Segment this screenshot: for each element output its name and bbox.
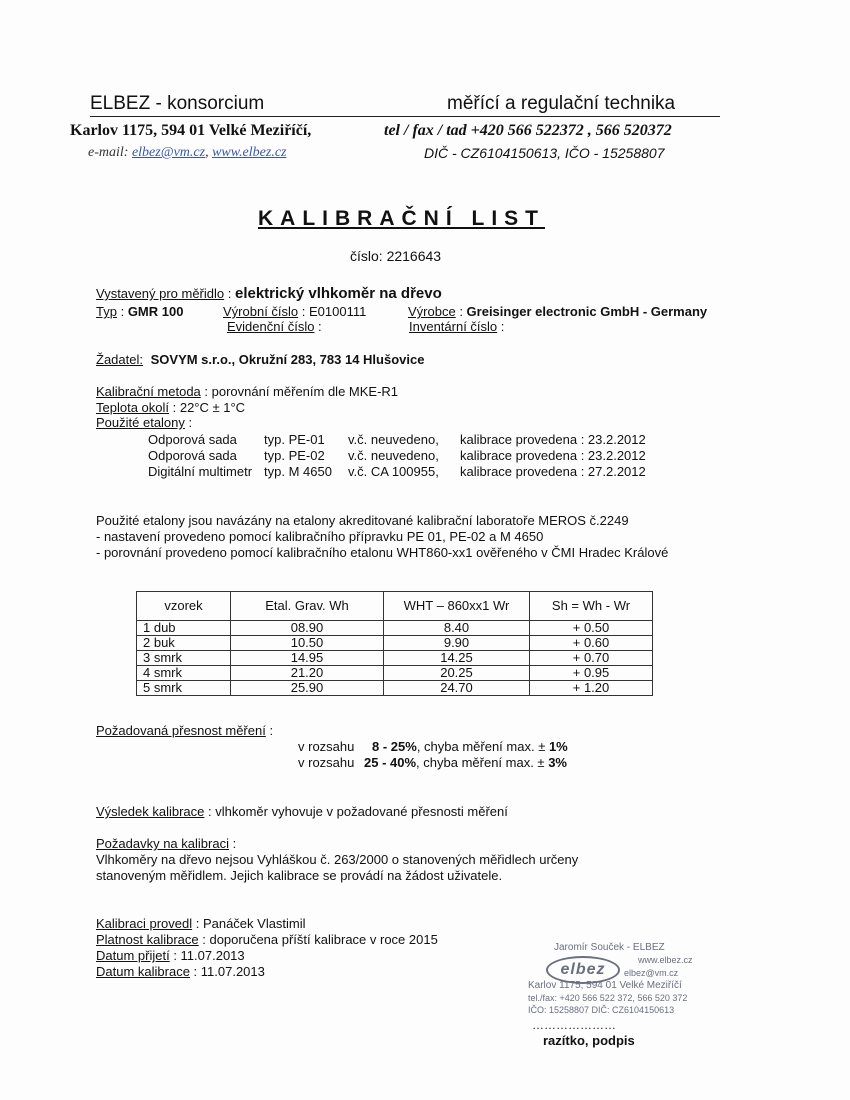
company-tagline: měřící a regulační technika bbox=[447, 93, 676, 114]
standard-cal: kalibrace provedena : 27.2.2012 bbox=[460, 464, 646, 479]
type-value: GMR 100 bbox=[127, 304, 184, 319]
traceability-line: Použité etalony jsou navázány na etalony akreditované kalibrační laboratoře MEROS č.2249 bbox=[96, 513, 629, 528]
evid-label: Evidenční číslo bbox=[227, 319, 315, 334]
standard-name: Odporová sada bbox=[148, 448, 237, 463]
stamp-ids: IČO: 15258807 DIČ: CZ6104150613 bbox=[528, 1005, 675, 1015]
email-label: e-mail: bbox=[88, 145, 129, 160]
table-cell: 2 buk bbox=[137, 636, 231, 651]
result-value: : vlhkoměr vyhovuje v požadované přesnosti měření bbox=[204, 804, 508, 819]
stamp-name: Jaromír Souček - ELBEZ bbox=[554, 942, 665, 953]
table-cell: + 0.70 bbox=[530, 651, 653, 666]
accuracy-text: , chyba měření max. ± bbox=[416, 755, 549, 770]
stamp-email: elbez@vm.cz bbox=[624, 968, 679, 978]
standard-name: Odporová sada bbox=[148, 432, 237, 447]
performed-label: Kalibraci provedl bbox=[96, 916, 193, 931]
column-header: Sh = Wh - Wr bbox=[530, 592, 653, 621]
email-link[interactable]: elbez@vm.cz bbox=[131, 145, 206, 160]
evid-row bbox=[227, 319, 322, 334]
accuracy-prefix: v rozsahu bbox=[298, 739, 355, 754]
web-link[interactable]: www.elbez.cz bbox=[212, 145, 287, 160]
standard-type: typ. PE-02 bbox=[264, 448, 325, 463]
applicant-label: Žadatel: bbox=[96, 352, 143, 367]
standard-type: typ. M 4650 bbox=[264, 464, 332, 479]
result-label: Výsledek kalibrace bbox=[96, 804, 205, 819]
standards-row bbox=[96, 415, 192, 430]
temperature-value: : 22°C ± 1°C bbox=[169, 400, 246, 415]
table-cell: 10.50 bbox=[231, 636, 384, 651]
document-number: číslo: 2216643 bbox=[350, 248, 442, 264]
stamp-address: Karlov 1175, 594 01 Velké Meziříčí bbox=[528, 980, 682, 991]
applicant-value: SOVYM s.r.o., Okružní 283, 783 14 Hlušovice bbox=[150, 352, 425, 367]
accuracy-range: 25 - 40% bbox=[364, 755, 417, 770]
stamp-phone: tel./fax: +420 566 522 372, 566 520 372 bbox=[528, 993, 688, 1003]
calibration-table bbox=[136, 591, 653, 696]
standards-sep: : bbox=[184, 415, 193, 430]
table-cell: 25.90 bbox=[231, 681, 384, 696]
caldate-value: : 11.07.2013 bbox=[189, 964, 265, 979]
serial-sep: : bbox=[298, 304, 309, 319]
type-label: Typ bbox=[96, 304, 117, 319]
received-label: Datum přijetí bbox=[96, 948, 170, 963]
standard-cal: kalibrace provedena : 23.2.2012 bbox=[460, 432, 646, 447]
header-rule bbox=[90, 116, 720, 117]
signature-label: razítko, podpis bbox=[543, 1033, 635, 1048]
table-cell: 8.40 bbox=[384, 621, 530, 636]
table-row bbox=[137, 666, 653, 681]
table-cell: + 0.50 bbox=[530, 621, 653, 636]
validity-row bbox=[96, 932, 438, 947]
table-row bbox=[137, 651, 653, 666]
inv-row bbox=[409, 319, 504, 334]
standard-serial: v.č. neuvedeno, bbox=[348, 432, 439, 447]
issued-for-row bbox=[96, 285, 442, 302]
company-address: Karlov 1175, 594 01 Velké Meziříčí, bbox=[70, 122, 312, 139]
requirements-line: stanoveným měřidlem. Jejich kalibrace se provádí na žádost uživatele. bbox=[96, 868, 503, 883]
validity-label: Platnost kalibrace bbox=[96, 932, 199, 947]
validity-value: : doporučena příští kalibrace v roce 2015 bbox=[198, 932, 438, 947]
temperature-label: Teplota okolí bbox=[96, 400, 169, 415]
type-sep: : bbox=[116, 304, 128, 319]
email-line bbox=[88, 145, 286, 161]
serial-label: Výrobní číslo bbox=[223, 304, 299, 319]
received-value: : 11.07.2013 bbox=[169, 948, 245, 963]
requirements-sep: : bbox=[228, 836, 237, 851]
table-cell: 20.25 bbox=[384, 666, 530, 681]
maker-value: Greisinger electronic GmbH - Germany bbox=[466, 304, 708, 319]
caldate-row bbox=[96, 964, 265, 979]
table-cell: 21.20 bbox=[231, 666, 384, 681]
received-row bbox=[96, 948, 245, 963]
stamp-logo: elbez bbox=[546, 956, 620, 984]
method-value: : porovnání měřením dle MKE-R1 bbox=[200, 384, 399, 399]
accuracy-sep: : bbox=[265, 723, 274, 738]
table-row bbox=[137, 621, 653, 636]
table-row bbox=[137, 636, 653, 651]
column-header: vzorek bbox=[137, 592, 231, 621]
table-cell: 14.25 bbox=[384, 651, 530, 666]
table-cell: 5 smrk bbox=[137, 681, 231, 696]
issued-sep: : bbox=[224, 286, 235, 301]
accuracy-line bbox=[298, 739, 568, 754]
table-cell: 24.70 bbox=[384, 681, 530, 696]
company-phones: tel / fax / tad +420 566 522372 , 566 520372 bbox=[384, 122, 672, 139]
method-label: Kalibrační metoda bbox=[96, 384, 201, 399]
issued-label: Vystavený pro měřidlo bbox=[96, 286, 225, 301]
applicant-row bbox=[96, 352, 424, 367]
table-cell: 9.90 bbox=[384, 636, 530, 651]
performed-row bbox=[96, 916, 306, 931]
caldate-label: Datum kalibrace bbox=[96, 964, 190, 979]
evid-sep: : bbox=[314, 319, 322, 334]
serial-value: E0100111 bbox=[309, 304, 367, 319]
maker-label: Výrobce bbox=[408, 304, 456, 319]
accuracy-value: 1% bbox=[548, 739, 568, 754]
requirements-row bbox=[96, 836, 236, 851]
requirements-line: Vlhkoměry na dřevo nejsou Vyhláškou č. 263/2000 o stanovených měřidlech určeny bbox=[96, 852, 579, 867]
accuracy-value: 3% bbox=[548, 755, 567, 770]
type-row bbox=[96, 304, 183, 319]
page-title: KALIBRAČNÍ LIST bbox=[258, 207, 545, 230]
accuracy-range: 8 - 25% bbox=[372, 739, 417, 754]
table-cell: 4 smrk bbox=[137, 666, 231, 681]
table-header-row bbox=[137, 592, 653, 621]
standard-type: typ. PE-01 bbox=[264, 432, 325, 447]
table-cell: 1 dub bbox=[137, 621, 231, 636]
accuracy-row bbox=[96, 723, 273, 738]
maker-sep: : bbox=[455, 304, 467, 319]
traceability-line: - nastavení provedeno pomocí kalibračního přípravku PE 01, PE-02 a M 4650 bbox=[96, 529, 544, 544]
standard-name: Digitální multimetr bbox=[148, 464, 253, 479]
column-header: WHT – 860xx1 Wr bbox=[384, 592, 530, 621]
stamp-web: www.elbez.cz bbox=[638, 955, 693, 965]
column-header: Etal. Grav. Wh bbox=[231, 592, 384, 621]
table-cell: 3 smrk bbox=[137, 651, 231, 666]
accuracy-label: Požadovaná přesnost měření bbox=[96, 723, 266, 738]
inv-sep: : bbox=[497, 319, 505, 334]
method-row bbox=[96, 384, 398, 399]
traceability-line: - porovnání provedeno pomocí kalibračního etalonu WHT860-xx1 ověřeného v ČMI Hradec Králové bbox=[96, 545, 669, 560]
table-cell: + 0.60 bbox=[530, 636, 653, 651]
requirements-label: Požadavky na kalibraci bbox=[96, 836, 229, 851]
email-web-separator: , bbox=[205, 145, 209, 160]
inv-label: Inventární číslo bbox=[409, 319, 498, 334]
company-name: ELBEZ - konsorcium bbox=[90, 93, 265, 114]
performed-value: : Panáček Vlastimil bbox=[192, 916, 306, 931]
table-cell: + 0.95 bbox=[530, 666, 653, 681]
standards-label: Použité etalony bbox=[96, 415, 185, 430]
table-cell: + 1.20 bbox=[530, 681, 653, 696]
accuracy-prefix: v rozsahu bbox=[298, 755, 355, 770]
issued-value: elektrický vlhkoměr na dřevo bbox=[234, 285, 442, 302]
maker-row bbox=[408, 304, 707, 319]
accuracy-line bbox=[298, 755, 567, 770]
table-cell: 14.95 bbox=[231, 651, 384, 666]
table-cell: 08.90 bbox=[231, 621, 384, 636]
standard-serial: v.č. CA 100955, bbox=[348, 464, 439, 479]
result-row bbox=[96, 804, 508, 819]
standard-serial: v.č. neuvedeno, bbox=[348, 448, 439, 463]
accuracy-text: , chyba měření max. ± bbox=[416, 739, 549, 754]
temperature-row bbox=[96, 400, 245, 415]
serial-row bbox=[223, 304, 366, 319]
standard-cal: kalibrace provedena : 23.2.2012 bbox=[460, 448, 646, 463]
signature-dots: ………………… bbox=[532, 1018, 616, 1032]
tax-ids: DIČ - CZ6104150613, IČO - 15258807 bbox=[424, 145, 665, 161]
table-row bbox=[137, 681, 653, 696]
